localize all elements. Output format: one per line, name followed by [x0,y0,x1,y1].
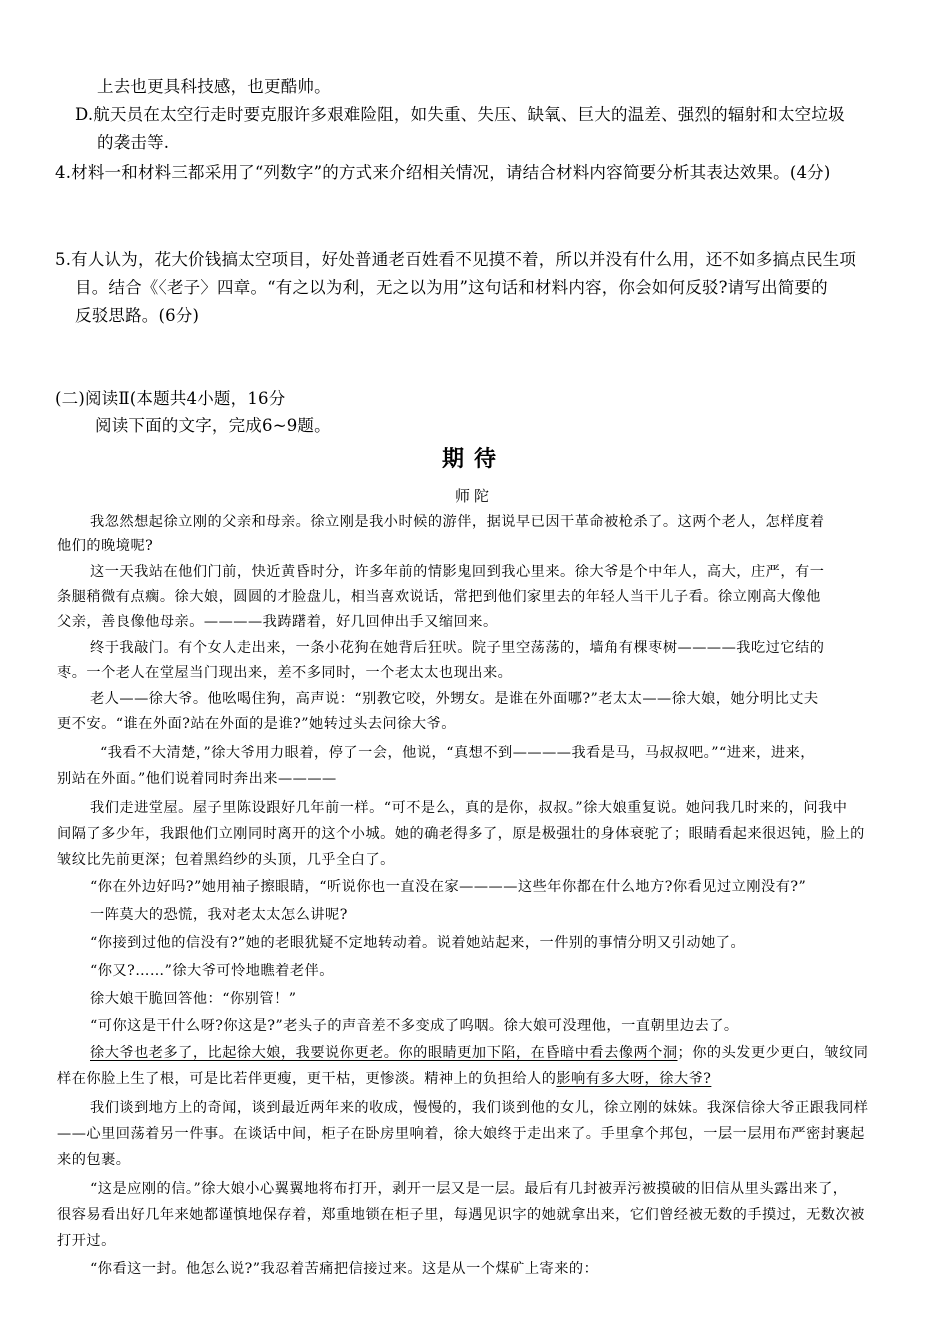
paragraph-line: 更不安。“谁在外面?站在外面的是谁?”她转过头去问徐大爷。 [57,716,456,732]
plain-text: 样在你脸上生了根，可是比若伴更瘦，更干枯，更惨淡。精神上的负担给人的 [57,1071,557,1087]
paragraph-line: 他们的晚境呢? [57,538,154,554]
question-5-line2: 目。结合《〈老子〉四章。“有之以为利，无之以为用”这句话和材料内容，你会如何反驳?请写出简要的 [75,278,828,297]
section-heading: (二)阅读Ⅱ(本题共4小题，16分 [55,389,286,408]
paragraph-line: 我忽然想起徐立刚的父亲和母亲。徐立刚是我小时候的游伴，据说早已因干革命被枪杀了。这两个老人，怎样度着 [90,514,825,530]
paragraph-line: “你又?……”徐大爷可怜地瞧着老伴。 [90,963,334,979]
article-author: 师陀 [455,487,494,505]
paragraph-line: 父亲，善良像他母亲。————我踌躇着，好几回伸出手又缩回来。 [57,614,498,630]
paragraph-line: 很容易看出好几年来她都谨慎地保存着，郑重地锁在柜子里，每遇见识字的她就拿出来，它们曾经被无数的手摸过，无数次被 [57,1207,865,1223]
paragraph-line-underlined [57,1068,711,1088]
option-d-line2: 的袭击等. [97,133,170,152]
paragraph-line: “可你这是干什么呀?你这是?”老头子的声音差不多变成了呜咽。徐大娘可没理他，一直朝里边去了。 [90,1018,739,1034]
paragraph-line: “你看这一封。他怎么说?”我忍着苦痛把信接过来。这是从一个煤矿上寄来的： [90,1261,599,1277]
article-title: 期待 [442,446,507,472]
paragraph-line: “我看不大清楚，”徐大爷用力眼着，停了一会，他说，“真想不到————我看是马，马叔叔吧。”“进来，进来， [100,745,815,761]
question-4: 4.材料一和材料三都采用了“列数字”的方式来介绍相关情况，请结合材料内容简要分析其表达效果。(4分) [55,163,831,182]
paragraph-line: 徐大娘干脆回答他：“你别管！” [90,991,297,1007]
paragraph-line-underlined [90,1042,868,1062]
paragraph-line: ——心里回荡着另一件事。在谈话中间，柜子在卧房里响着，徐大娘终于走出来了。手里拿个邦包，一层一层用布严密封裹起 [57,1126,865,1142]
underlined-text: 影响有多大呀，徐大爷? [556,1071,712,1087]
paragraph-line: 一阵莫大的恐慌，我对老太太怎么讲呢? [90,907,348,923]
underlined-text: 徐大爷也老多了，比起徐大娘，我要说你更老。你的眼睛更加下陷，在昏暗中看去像两个洞 [90,1045,678,1061]
question-5-line1: 5.有人认为，花大价钱搞太空项目，好处普通老百姓看不见摸不着，所以并没有什么用，还不如多搞点民生项 [55,250,857,269]
question-5-line3: 反驳思路。(6分) [75,306,200,325]
option-d-line1: D.航天员在太空行走时要克服许多艰难险阻，如失重、失压、缺氧、巨大的温差、强烈的辐射和太空垃圾 [75,105,845,124]
paragraph-line: “你在外边好吗?”她用袖子擦眼睛，“听说你也一直没在家————这些年你都在什么地方?你看见过立刚没有?” [90,879,807,895]
paragraph-line: 老人——徐大爷。他吆喝住狗，高声说：“别教它咬，外甥女。是谁在外面哪?”老太太——徐大娘，她分明比丈夫 [90,691,819,707]
section-instruction: 阅读下面的文字，完成6~9题。 [95,416,331,435]
paragraph-line: 枣。一个老人在堂屋当门现出来，差不多同时，一个老太太也现出来。 [57,665,513,681]
paragraph-line: 来的包裹。 [57,1152,131,1168]
paragraph-line: “这是应刚的信。”徐大娘小心翼翼地将布打开，剥开一层又是一层。最后有几封被弄污被摸破的旧信从里头露出来了， [90,1181,848,1197]
paragraph-line: 皱纹比先前更深；包着黑绉纱的头顶，几乎全白了。 [57,852,395,868]
paragraph-line: 我们走进堂屋。屋子里陈设跟好几年前一样。“可不是么，真的是你，叔叔。”徐大娘重复说。她问我几时来的，问我中 [90,800,848,816]
paragraph-line: 别站在外面。”他们说着同时奔出来———— [57,771,337,787]
plain-text: ；你的头发更少更白，皱纹同 [677,1045,869,1061]
paragraph-line: 间隔了多少年，我跟他们立刚同时离开的这个小城。她的确老得多了，原是极强壮的身体衰驼了；眼睛看起来很迟钝，脸上的 [57,826,865,842]
paragraph-line: “你接到过他的信没有?”她的老眼犹疑不定地转动着。说着她站起来，一件别的事情分明又引动她了。 [90,935,746,951]
paragraph-line: 这一天我站在他们门前，快近黄昏时分，许多年前的情影鬼回到我心里来。徐大爷是个中年人，高大，庄严，有一 [90,564,825,580]
paragraph-line: 条腿稍微有点瘸。徐大娘，圆圆的才脸盘儿，相当喜欢说话，常把到他们家里去的年轻人当干儿子看。徐立刚高大像他 [57,589,821,605]
paragraph-line: 我们谈到地方上的奇闻，谈到最近两年来的收成，慢慢的，我们谈到他的女儿，徐立刚的妹妹。我深信徐大爷正跟我同样 [90,1100,869,1116]
paragraph-line: 终于我敲门。有个女人走出来，一条小花狗在她背后狂吠。院子里空荡荡的，墙角有棵枣树————我吃过它结的 [90,640,825,656]
option-c-tail: 上去也更具科技感，也更酷帅。 [97,77,331,96]
paragraph-line: 打开过。 [57,1233,116,1249]
